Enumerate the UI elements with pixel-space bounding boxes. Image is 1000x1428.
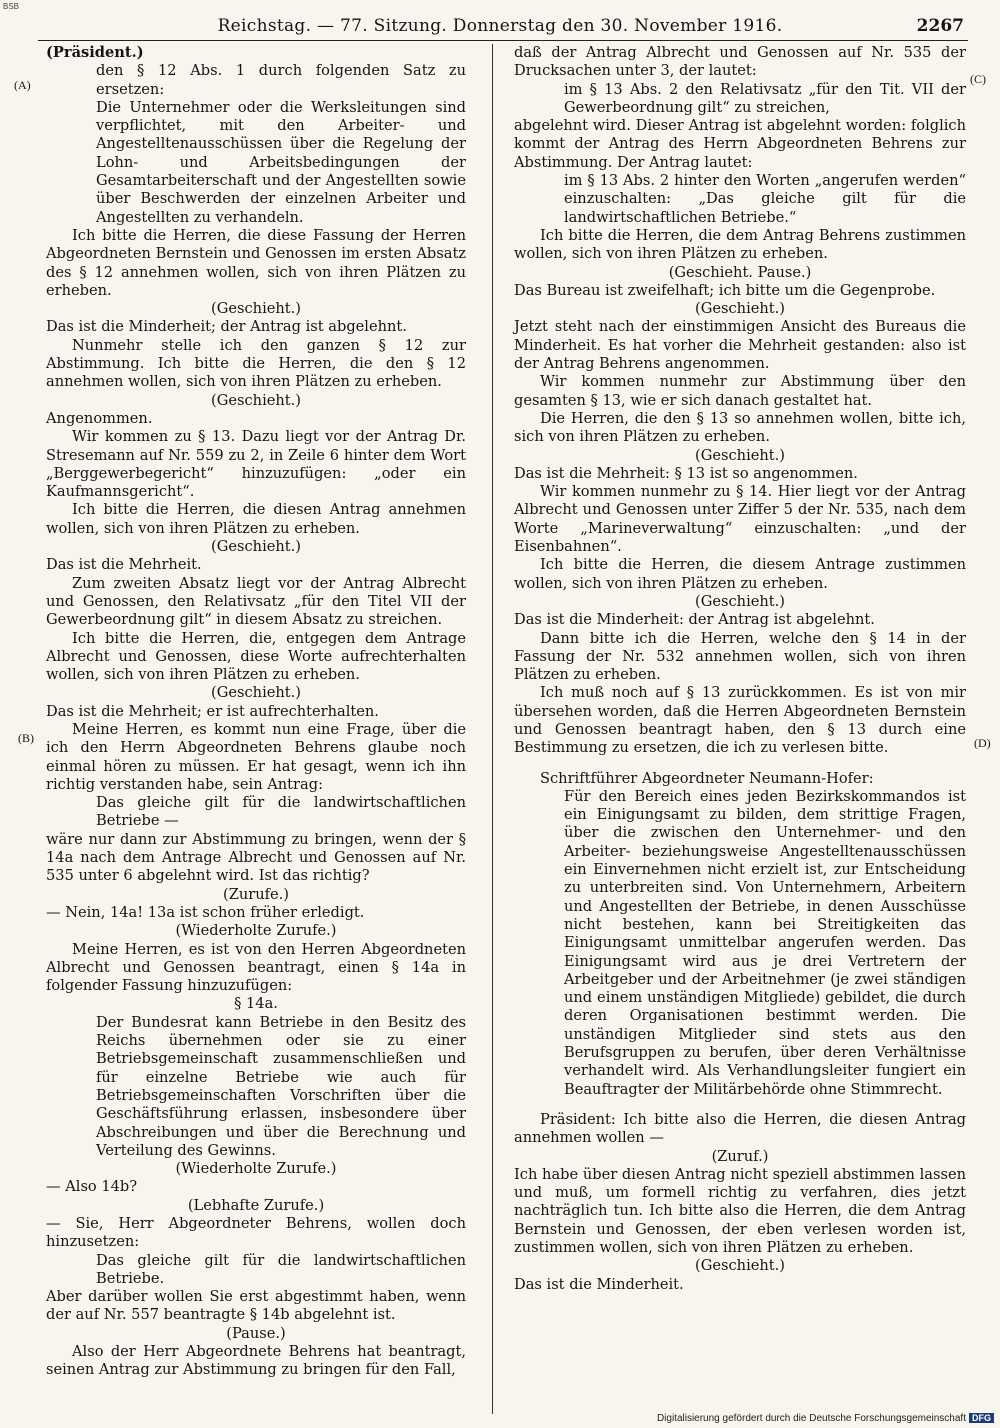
paragraph: Ich bitte die Herren, die diesen Antrag annehmen wollen, sich von ihren Plätzen zu erheben. bbox=[46, 501, 466, 537]
dfg-logo: DFG bbox=[969, 1413, 994, 1423]
paragraph: Das ist die Minderheit; der Antrag ist abgelehnt. bbox=[46, 318, 407, 336]
interjection: (Geschieht.) bbox=[211, 391, 301, 409]
interjection: (Geschieht.) bbox=[211, 684, 301, 702]
quoted-text: Das gleiche gilt für die landwirtschaftlichen Betriebe — bbox=[96, 794, 466, 830]
page-number: 2267 bbox=[916, 16, 964, 36]
paragraph: Ich bitte die Herren, die, entgegen dem Antrage Albrecht und Genossen, diese Worte aufrechterhalten wollen, sich von ihren Plätzen zu erheben. bbox=[46, 629, 466, 684]
interjection: (Geschieht.) bbox=[211, 538, 301, 556]
paragraph: Die Herren, die den § 13 so annehmen wollen, bitte ich, sich von ihren Plätzen zu erheben. bbox=[514, 409, 966, 446]
paragraph: Das ist die Mehrheit; er ist aufrechterhalten. bbox=[46, 702, 379, 720]
paragraph: Also der Herr Abgeordnete Behrens hat beantragt, seinen Antrag zur Abstimmung zu bringen für den Fall, bbox=[46, 1343, 466, 1379]
paragraph: Angenommen. bbox=[46, 409, 153, 427]
paragraph: Zum zweiten Absatz liegt vor der Antrag Albrecht und Genossen, den Relativsatz „für den Titel VII der Gewerbeordnung gilt“ in diesem Absatz zu streichen. bbox=[46, 574, 466, 629]
left-column bbox=[46, 44, 466, 1380]
paragraph: Ich bitte die Herren, die diesem Antrage zustimmen wollen, sich von ihren Plätzen zu erheben. bbox=[514, 556, 966, 592]
quoted-text: den § 12 Abs. 1 durch folgenden Satz zu ersetzen: bbox=[96, 62, 466, 98]
interjection: (Geschieht.) bbox=[695, 592, 785, 610]
quoted-text: im § 13 Abs. 2 den Relativsatz „für den Tit. VII der Gewerbeordnung gilt“ zu streichen, bbox=[564, 80, 966, 116]
paragraph: Ich bitte die Herren, die diese Fassung der Herren Abgeordneten Bernstein und Genossen im ersten Absatz des § 12 annehmen wollen, sich von ihren Plätzen zu erheben. bbox=[46, 226, 466, 299]
right-column bbox=[514, 44, 966, 1294]
paragraph: abgelehnt wird. Dieser Antrag ist abgelehnt worden: folglich kommt der Antrag des Herrn Abgeordneten Behrens zur Abstimmung. Der Antrag lautet: bbox=[514, 117, 966, 171]
quoted-text: im § 13 Abs. 2 hinter den Worten „angerufen werden“ einzuschalten: „Das gleiche gilt für die landwirtschaftlichen Betriebe.“ bbox=[564, 172, 966, 226]
paragraph: Das ist die Minderheit. bbox=[514, 1275, 684, 1293]
interjection: (Geschieht.) bbox=[695, 300, 785, 318]
column-divider bbox=[492, 44, 493, 1414]
paragraph: Das Bureau ist zweifelhaft; ich bitte um die Gegenprobe. bbox=[514, 281, 936, 299]
funding-footer bbox=[657, 1413, 994, 1424]
quoted-text: Das gleiche gilt für die landwirtschaftlichen Betriebe. bbox=[96, 1251, 466, 1287]
paragraph: Nunmehr stelle ich den ganzen § 12 zur Abstimmung. Ich bitte die Herren, die den § 12 annehmen wollen, sich von ihren Plätzen zu erheben. bbox=[46, 336, 466, 391]
interjection: (Geschieht. Pause.) bbox=[668, 263, 812, 281]
paragraph: Ich muß noch auf § 13 zurückkommen. Es ist von mir übersehen worden, daß die Herren Abgeordneten Bernstein und Genossen beantragt haben, den § 13 durch eine Bestimmung zu ersetzen, die ich zu verlesen bitte. bbox=[514, 684, 966, 757]
spacer bbox=[514, 758, 966, 770]
interjection: (Wiederholte Zurufe.) bbox=[175, 922, 337, 940]
paragraph: (Präsident.) bbox=[46, 44, 144, 61]
paragraph: — Sie, Herr Abgeordneter Behrens, wollen doch hinzusetzen: bbox=[46, 1215, 466, 1251]
paragraph: Meine Herren, es kommt nun eine Frage, über die ich den Herrn Abgeordneten Behrens glaube noch einmal hören zu müssen. Er hat gesagt, wenn ich ihn richtig verstanden habe, sein Antrag: bbox=[46, 720, 466, 793]
interjection: (Zurufe.) bbox=[223, 885, 289, 903]
paragraph: Das ist die Mehrheit: § 13 ist so angenommen. bbox=[514, 464, 858, 482]
margin-mark-d: (D) bbox=[974, 736, 991, 750]
interjection: (Lebhafte Zurufe.) bbox=[187, 1196, 325, 1214]
quoted-text: Die Unternehmer oder die Werksleitungen sind verpflichtet, mit den Arbeiter- und Angestelltenausschüssen über die Regelung der Lohn- und Arbeitsbedingungen der Gesamtarbeiterschaft und der Angestellten sowie über Beschwerden der einzelnen Arbeiter und Angestellten zu verhandeln. bbox=[96, 98, 466, 226]
page-header bbox=[0, 14, 1000, 42]
paragraph: Jetzt steht nach der einstimmigen Ansicht des Bureaus die Minderheit. Es hat vorher die Mehrheit gestanden: also ist der Antrag Behrens angenommen. bbox=[514, 318, 966, 373]
paragraph: wäre nur dann zur Abstimmung zu bringen, wenn der § 14a nach dem Antrage Albrecht und Genossen auf Nr. 535 unter 6 abgelehnt wird. Ist das richtig? bbox=[46, 830, 466, 885]
running-title: Reichstag. — 77. Sitzung. Donnerstag den 30. November 1916. bbox=[217, 16, 783, 36]
paragraph: Wir kommen nunmehr zur Abstimmung über den gesamten § 13, wie er sich danach gestaltet hat. bbox=[514, 373, 966, 409]
interjection: § 14a. bbox=[234, 995, 278, 1013]
margin-mark-a: (A) bbox=[14, 78, 31, 92]
paragraph: Meine Herren, es ist von den Herren Abgeordneten Albrecht und Genossen beantragt, einen § 14a in folgender Fassung hinzuzufügen: bbox=[46, 940, 466, 995]
paragraph: — Nein, 14a! 13a ist schon früher erledigt. bbox=[46, 903, 365, 921]
paragraph: Schriftführer Abgeordneter Neumann-Hofer: bbox=[540, 769, 874, 787]
paragraph: Ich habe über diesen Antrag nicht speziell abstimmen lassen und muß, um formell richtig zu verfahren, dies jetzt nachträglich tun. Ich bitte also die Herren, die dem Antrag Bernstein und Genossen, der eben verlesen worden ist, zustimmen wollen, sich von ihren Plätzen zu erheben. bbox=[514, 1165, 966, 1256]
library-mark: BSB bbox=[3, 2, 20, 11]
header-rule bbox=[38, 40, 968, 41]
paragraph: Ich bitte die Herren, die dem Antrag Behrens zustimmen wollen, sich von ihren Plätzen zu erheben. bbox=[514, 226, 966, 263]
footer-text: Digitalisierung gefördert durch die Deutsche Forschungsgemeinschaft bbox=[656, 1413, 966, 1424]
paragraph: Wir kommen zu § 13. Dazu liegt vor der Antrag Dr. Stresemann auf Nr. 559 zu 2, in Zeile 6 hinter dem Wort „Berggewerbegericht“ hinzuzufügen: „oder ein Kaufmannsgericht“. bbox=[46, 428, 466, 501]
interjection: (Geschieht.) bbox=[695, 1257, 785, 1275]
paragraph: daß der Antrag Albrecht und Genossen auf Nr. 535 der Drucksachen unter 3, der lautet: bbox=[514, 44, 966, 80]
interjection: (Wiederholte Zurufe.) bbox=[175, 1160, 337, 1178]
paragraph: Dann bitte ich die Herren, welche den § 14 in der Fassung der Nr. 532 annehmen wollen, sich von ihren Plätzen zu erheben. bbox=[514, 629, 966, 684]
paragraph: Aber darüber wollen Sie erst abgestimmt haben, wenn der auf Nr. 557 beantragte § 14b abgelehnt ist. bbox=[46, 1288, 466, 1324]
paragraph: Wir kommen nunmehr zu § 14. Hier liegt vor der Antrag Albrecht und Genossen unter Ziffer 5 der Nr. 535, nach dem Worte „Marineverwaltung“ einzuschalten: „und der Eisenbahnen“. bbox=[514, 483, 966, 556]
paragraph: Das ist die Mehrheit. bbox=[46, 556, 202, 574]
interjection: (Pause.) bbox=[226, 1324, 286, 1342]
quoted-text: Für den Bereich eines jeden Bezirkskommandos ist ein Einigungsamt zu bilden, dem strittige Fragen, über die zwischen den Unternehmer- und den Arbeiter- beziehungsweise Angestelltenausschüssen ein Einvernehmen nicht erzielt ist, zur Entscheidung zu unterbreiten sind. Von Unternehmern, Arbeitern und Angestellten der Betriebe, in denen Ausschüsse nicht bestehen, kann bei Streitigkeiten das Einigungsamt unmittelbar angerufen werden. Das Einigungsamt wird aus je drei Vertretern der Arbeitgeber und der Arbeitnehmer (je zwei ständigen und einem unständigen Mitgliede) gebildet, die durch deren Organisationen bestimmt werden. Die unständigen Mitglieder sind stets aus den Berufsgruppen zu berufen, über deren Verhältnisse verhandelt wird. Als Verhandlungsleiter fungiert ein Beauftragter der Militärbehörde ohne Stimmrecht. bbox=[564, 787, 966, 1098]
paragraph: Das ist die Minderheit: der Antrag ist abgelehnt. bbox=[514, 611, 875, 629]
interjection: (Geschieht.) bbox=[695, 446, 785, 464]
paragraph: — Also 14b? bbox=[46, 1178, 138, 1196]
spacer bbox=[514, 1099, 966, 1111]
margin-mark-c: (C) bbox=[970, 72, 986, 86]
margin-mark-b: (B) bbox=[18, 731, 34, 745]
quoted-text: Der Bundesrat kann Betriebe in den Besitz des Reichs übernehmen oder sie zu einer Betriebsgemeinschaft zusammenschließen und für einzelne Betriebe wie auch für Betriebsgemeinschaften Vorschriften über die Geschäftsführung erlassen, insbesondere über Abschreibungen und über die Berechnung und Verteilung des Gewinns. bbox=[96, 1013, 466, 1159]
paragraph: Präsident: Ich bitte also die Herren, die diesen Antrag annehmen wollen — bbox=[514, 1110, 966, 1147]
interjection: (Zuruf.) bbox=[711, 1147, 769, 1165]
interjection: (Geschieht.) bbox=[211, 300, 301, 318]
